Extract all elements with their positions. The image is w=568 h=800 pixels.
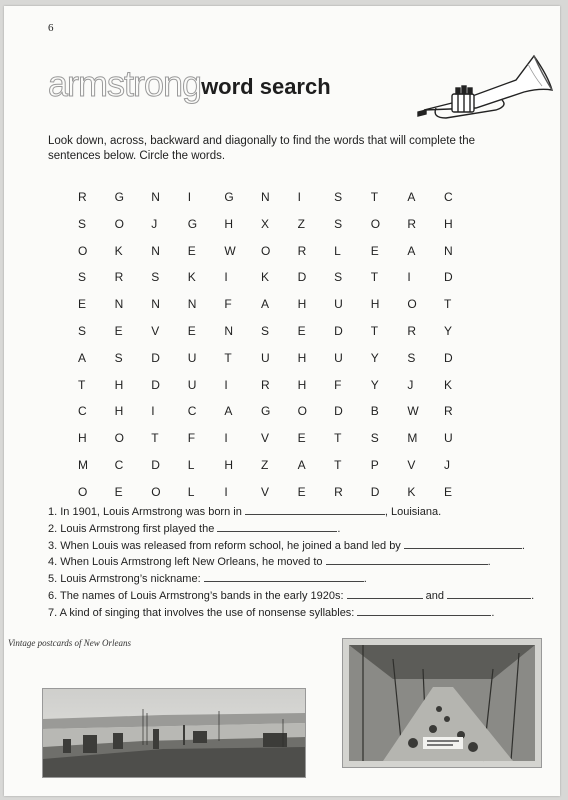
grid-letter[interactable]: A (407, 243, 416, 258)
grid-letter[interactable]: V (151, 323, 160, 338)
grid-letter[interactable]: T (370, 323, 379, 338)
grid-letter[interactable]: T (370, 190, 379, 204)
grid-letter[interactable]: H (224, 457, 234, 472)
grid-letter[interactable]: H (297, 350, 307, 365)
grid-letter[interactable]: S (151, 270, 160, 285)
question-ending: , Louisiana. (384, 506, 442, 518)
question-list (48, 504, 535, 622)
grid-letter[interactable]: K (114, 243, 123, 258)
grid-letter[interactable]: D (151, 377, 160, 392)
grid-letter[interactable]: H (370, 297, 380, 312)
grid-letter[interactable]: C (114, 457, 124, 472)
grid-letter[interactable]: H (297, 377, 307, 392)
grid-letter[interactable]: V (260, 431, 269, 446)
grid-letter[interactable]: R (297, 243, 307, 258)
grid-letter[interactable]: E (114, 484, 123, 499)
grid-letter[interactable]: I (151, 404, 155, 419)
grid-letter[interactable]: I (224, 484, 228, 499)
grid-letter[interactable]: L (334, 243, 341, 258)
question-item (48, 605, 528, 622)
grid-letter[interactable]: W (224, 243, 236, 258)
question-ending: . (491, 606, 495, 619)
grid-letter[interactable]: K (443, 377, 452, 392)
grid-letter[interactable]: K (187, 270, 196, 285)
grid-letter[interactable]: C (78, 404, 87, 419)
grid-letter[interactable]: M (407, 431, 418, 446)
grid-letter[interactable]: G (224, 190, 234, 204)
grid-letter[interactable]: O (297, 404, 307, 419)
grid-letter[interactable]: U (187, 377, 197, 392)
grid-letter[interactable]: R (78, 190, 87, 204)
grid-letter[interactable]: O (114, 216, 124, 231)
grid-letter[interactable]: R (443, 404, 453, 419)
question-connector: and (422, 589, 448, 602)
grid-letter[interactable]: U (260, 350, 270, 365)
question-ending: . (487, 556, 491, 569)
grid-letter[interactable]: T (334, 457, 342, 472)
word-search-grid[interactable] (78, 188, 481, 510)
grid-letter[interactable]: H (297, 297, 307, 312)
grid-letter[interactable]: D (370, 484, 380, 499)
grid-letter[interactable]: D (443, 270, 453, 285)
question-item (48, 588, 535, 605)
question-ending: . (363, 573, 367, 586)
grid-letter[interactable]: E (297, 431, 306, 446)
grid-letter[interactable]: I (224, 270, 228, 285)
grid-letter[interactable]: T (78, 377, 86, 392)
grid-letter[interactable]: X (260, 216, 269, 231)
worksheet-page (4, 6, 560, 796)
grid-letter[interactable]: D (334, 404, 343, 419)
grid-letter[interactable]: H (114, 404, 124, 419)
grid-letter[interactable]: E (370, 243, 379, 258)
question-item (48, 504, 528, 521)
grid-letter[interactable]: S (334, 216, 343, 231)
grid-letter[interactable]: I (187, 190, 192, 204)
grid-letter[interactable]: G (114, 190, 124, 204)
grid-letter[interactable]: Z (260, 457, 269, 472)
question-text: 7. A kind of singing that involves the use of nonsense syllables: (48, 606, 358, 619)
grid-letter[interactable]: I (224, 377, 228, 392)
grid-letter[interactable]: A (407, 190, 416, 204)
grid-letter[interactable]: R (334, 484, 343, 499)
grid-letter[interactable]: N (260, 190, 270, 204)
grid-letter[interactable]: N (151, 243, 160, 258)
question-ending: . (337, 522, 341, 535)
answer-blank[interactable] (204, 571, 364, 582)
grid-letter[interactable]: N (114, 297, 124, 312)
question-text: 2. Louis Armstrong first played the (48, 522, 218, 535)
grid-letter[interactable]: T (224, 350, 232, 365)
answer-blank[interactable] (357, 605, 491, 616)
grid-letter[interactable]: A (78, 350, 87, 365)
grid-letter[interactable]: N (224, 323, 234, 338)
grid-letter[interactable]: G (260, 404, 271, 419)
grid-letter[interactable]: V (407, 457, 416, 472)
grid-letter[interactable]: P (370, 457, 379, 472)
grid-letter[interactable]: R (407, 216, 417, 231)
grid-letter[interactable]: E (114, 323, 123, 338)
grid-letter[interactable]: S (78, 323, 87, 338)
grid-letter[interactable]: Y (370, 350, 379, 365)
answer-blank[interactable] (404, 538, 522, 549)
question-text: 1. In 1901, Louis Armstrong was born in (48, 506, 245, 518)
question-item (48, 521, 528, 538)
grid-letter[interactable]: J (407, 377, 414, 392)
grid-letter[interactable]: S (260, 323, 269, 338)
grid-letter[interactable]: U (443, 431, 453, 446)
question-text: 4. When Louis Armstrong left New Orleans, he moved to (48, 556, 326, 569)
grid-letter[interactable]: O (78, 243, 88, 258)
grid-letter[interactable]: F (187, 431, 196, 446)
question-text: 5. Louis Armstrong’s nickname: (48, 573, 204, 586)
answer-blank[interactable] (447, 588, 531, 599)
grid-letter[interactable]: S (78, 216, 87, 231)
grid-letter[interactable]: D (297, 270, 307, 285)
grid-letter[interactable]: K (260, 270, 269, 285)
grid-letter[interactable]: N (151, 297, 160, 312)
question-item (48, 554, 528, 571)
grid-letter[interactable]: H (443, 216, 453, 231)
grid-letter[interactable]: S (370, 431, 379, 446)
harbor-postcard-image (42, 688, 306, 778)
grid-letter[interactable]: E (187, 243, 196, 258)
grid-letter[interactable]: E (297, 323, 306, 338)
page-number: 6 (48, 22, 54, 34)
answer-blank[interactable] (245, 504, 385, 515)
grid-letter[interactable]: L (187, 484, 195, 499)
grid-letter[interactable]: I (224, 431, 228, 446)
grid-letter[interactable]: B (370, 404, 379, 419)
question-ending: . (521, 539, 525, 552)
grid-letter[interactable]: C (443, 190, 453, 204)
title-bold-words: word search (201, 74, 331, 99)
grid-letter[interactable]: O (407, 297, 417, 312)
grid-letter[interactable]: S (334, 190, 343, 204)
grid-letter[interactable]: N (443, 243, 453, 258)
grid-letter[interactable]: E (443, 484, 452, 499)
grid-letter[interactable]: M (78, 457, 88, 472)
grid-letter[interactable]: J (151, 216, 158, 231)
question-item (48, 571, 528, 588)
grid-letter[interactable]: H (78, 431, 87, 446)
grid-letter[interactable]: O (370, 216, 381, 231)
grid-letter[interactable]: Y (443, 323, 452, 338)
grid-letter[interactable]: R (407, 323, 417, 338)
grid-letter[interactable]: A (297, 457, 306, 472)
answer-blank[interactable] (347, 588, 423, 599)
grid-letter[interactable]: H (224, 216, 234, 231)
grid-letter[interactable]: E (187, 323, 196, 338)
answer-blank[interactable] (326, 554, 488, 565)
grid-letter[interactable]: N (151, 190, 160, 204)
grid-letter[interactable]: Y (370, 377, 379, 392)
question-item (48, 538, 528, 555)
grid-letter[interactable]: L (187, 457, 195, 472)
grid-letter[interactable]: G (187, 216, 198, 231)
grid-letter[interactable]: S (407, 350, 416, 365)
grid-letter[interactable]: V (260, 484, 269, 499)
grid-letter[interactable]: R (114, 270, 124, 285)
question-text: 3. When Louis was released from reform school, he joined a band led by (48, 539, 404, 552)
title-outline-word: armstrong (48, 63, 202, 104)
grid-letter[interactable]: U (334, 297, 343, 312)
grid-letter[interactable]: W (407, 404, 419, 419)
grid-letter[interactable]: T (443, 297, 452, 312)
question-text: 6. The names of Louis Armstrong’s bands in the early 1920s: (48, 589, 347, 602)
market-postcard-image (342, 638, 542, 768)
page-title (48, 63, 331, 104)
grid-letter[interactable]: O (151, 484, 161, 499)
grid-letter[interactable]: A (260, 297, 269, 312)
grid-letter[interactable]: A (224, 404, 233, 419)
grid-letter[interactable]: D (151, 457, 160, 472)
grid-letter[interactable]: K (407, 484, 416, 499)
grid-letter[interactable]: D (151, 350, 160, 365)
grid-letter[interactable]: I (297, 190, 301, 204)
grid-letter[interactable]: S (78, 270, 87, 285)
grid-letter[interactable]: C (187, 404, 197, 419)
grid-letter[interactable]: T (370, 270, 379, 285)
grid-letter[interactable]: F (334, 377, 342, 392)
grid-letter[interactable]: Z (297, 216, 305, 231)
grid-letter[interactable]: D (443, 350, 453, 365)
grid-letter[interactable]: S (114, 350, 123, 365)
grid-letter[interactable]: U (187, 350, 197, 365)
grid-letter[interactable]: N (187, 297, 197, 312)
grid-letter[interactable]: H (114, 377, 124, 392)
grid-letter[interactable]: E (78, 297, 87, 312)
answer-blank[interactable] (217, 521, 337, 532)
grid-letter[interactable]: T (334, 431, 342, 446)
grid-letter[interactable]: R (260, 377, 270, 392)
instructions: Look down, across, backward and diagonally to find the words that will complete the sentences below. Circle the words. (48, 135, 476, 162)
grid-letter[interactable]: F (224, 297, 232, 312)
grid-letter[interactable]: S (334, 270, 343, 285)
postcard-caption: Vintage postcards of New Orleans (8, 638, 131, 648)
grid-letter[interactable]: O (114, 431, 124, 446)
grid-letter[interactable]: T (151, 431, 159, 446)
grid-letter[interactable]: E (297, 484, 306, 499)
grid-letter[interactable]: D (334, 323, 343, 338)
question-ending: . (531, 589, 535, 602)
grid-letter[interactable]: U (334, 350, 343, 365)
grid-letter[interactable]: O (260, 243, 271, 258)
grid-letter[interactable]: J (443, 457, 450, 472)
grid-letter[interactable]: O (78, 484, 88, 499)
grid-letter[interactable]: I (407, 270, 411, 285)
trumpet-icon (416, 50, 556, 126)
